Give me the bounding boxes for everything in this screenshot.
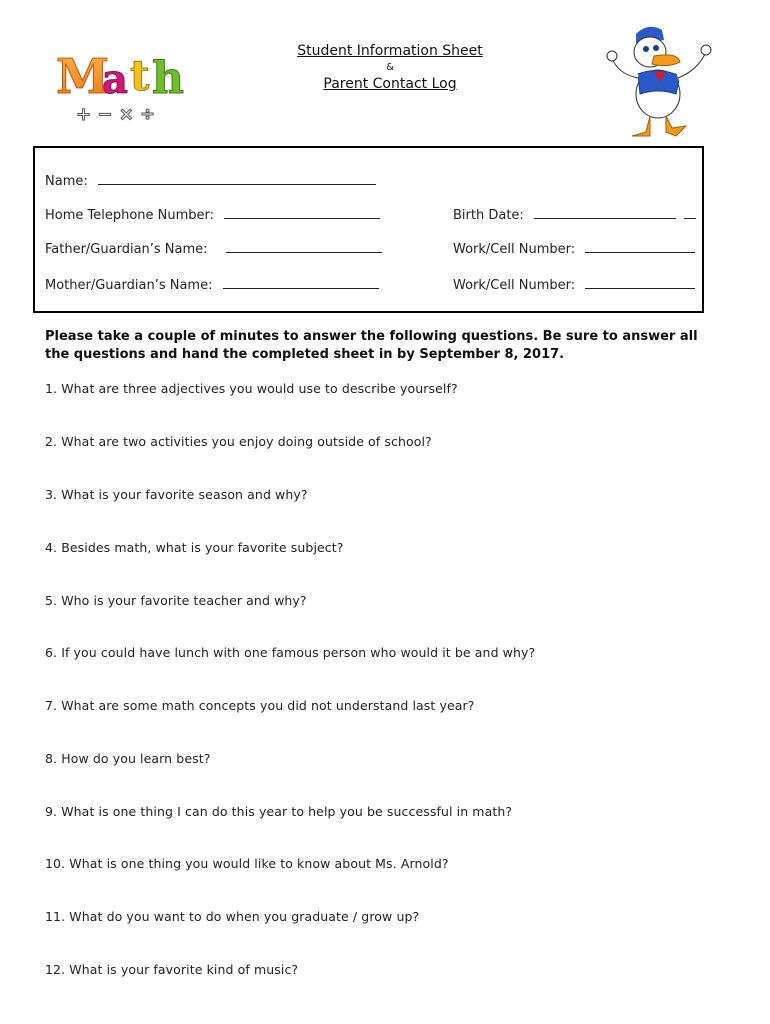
question-7: 7. What are some math concepts you did not understand last year? — [45, 698, 475, 713]
mother-work-cell-blank[interactable] — [585, 276, 695, 289]
question-9: 9. What is one thing I can do this year to help you be successful in math? — [45, 804, 513, 819]
father-work-cell-field — [453, 240, 695, 257]
instructions-text: Please take a couple of minutes to answer the following questions. Be sure to answer all the questions and hand the completed sheet in by September 8, 2017. — [45, 329, 698, 362]
mother-field — [45, 276, 379, 293]
question-4: 4. Besides math, what is your favorite subject? — [45, 540, 344, 555]
question-2: 2. What are two activities you enjoy doing outside of school? — [45, 434, 432, 449]
svg-text:a: a — [102, 56, 128, 103]
student-info-box — [33, 146, 704, 313]
father-blank[interactable] — [226, 240, 382, 253]
father-work-cell-label: Work/Cell Number: — [453, 242, 576, 257]
home-phone-blank[interactable] — [224, 206, 380, 219]
name-blank[interactable] — [98, 172, 376, 185]
mother-work-cell-field — [453, 276, 695, 293]
father-label: Father/Guardian’s Name: — [45, 242, 208, 257]
math-logo — [52, 38, 202, 130]
birth-date-label: Birth Date: — [453, 208, 524, 223]
question-6: 6. If you could have lunch with one famous person who would it be and why? — [45, 645, 536, 660]
question-12: 12. What is your favorite kind of music? — [45, 962, 299, 977]
birth-date-field — [453, 206, 696, 223]
home-phone-label: Home Telephone Number: — [45, 208, 215, 223]
mother-label: Mother/Guardian’s Name: — [45, 278, 213, 293]
question-11: 11. What do you want to do when you graduate / grow up? — [45, 909, 420, 924]
svg-text:h: h — [152, 53, 184, 104]
duck-mascot-image — [606, 22, 716, 140]
title-parent-contact-log: Parent Contact Log — [323, 76, 457, 92]
question-5: 5. Who is your favorite teacher and why? — [45, 593, 307, 608]
title-ampersand: & — [386, 62, 394, 73]
question-3: 3. What is your favorite season and why? — [45, 487, 308, 502]
name-label: Name: — [45, 174, 88, 189]
svg-text:t: t — [130, 51, 150, 100]
question-8: 8. How do you learn best? — [45, 751, 211, 766]
title-student-information-sheet: Student Information Sheet — [297, 43, 483, 59]
document-title — [240, 42, 540, 94]
father-work-cell-blank[interactable] — [585, 240, 695, 253]
father-field — [45, 240, 382, 257]
svg-text:M: M — [56, 49, 110, 105]
question-10: 10. What is one thing you would like to know about Ms. Arnold? — [45, 856, 449, 871]
mother-work-cell-label: Work/Cell Number: — [453, 278, 576, 293]
name-field — [45, 172, 376, 189]
svg-text:+ − × ÷: + − × ÷ — [76, 104, 156, 125]
mother-blank[interactable] — [223, 276, 379, 289]
birth-date-blank-extra[interactable] — [684, 206, 696, 219]
home-phone-field — [45, 206, 380, 223]
question-1: 1. What are three adjectives you would use to describe yourself? — [45, 381, 458, 396]
birth-date-blank[interactable] — [534, 206, 676, 219]
